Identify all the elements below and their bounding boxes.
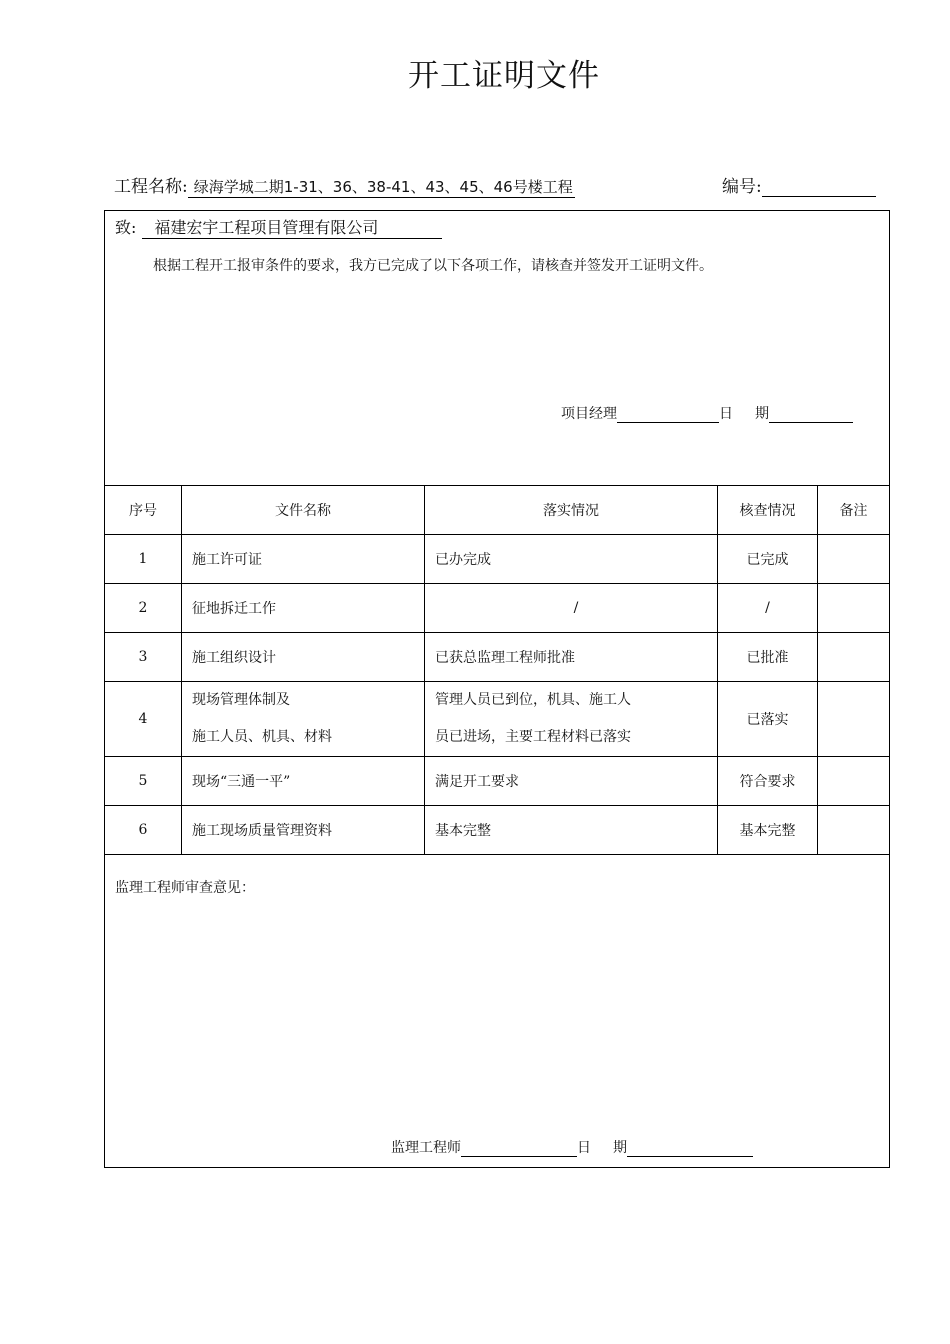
project-line [114,172,575,197]
manager-date-label-1: 日 [719,406,733,422]
manager-date-label-2: 期 [755,406,769,422]
row-note [818,584,890,633]
row-name: 施工许可证 [182,535,425,584]
project-name: 绿海学城二期1-31、36、38-41、43、45、46号楼工程 [188,178,575,198]
row-impl: 基本完整 [425,806,718,855]
row-no: 4 [105,682,182,757]
recipient-company: 福建宏宇工程项目管理有限公司 [142,215,442,239]
row-impl: 已办完成 [425,535,718,584]
row-name: 现场“三通一平” [182,757,425,806]
form-frame [104,210,890,1168]
header-check: 核查情况 [718,486,818,535]
row-impl: 满足开工要求 [425,757,718,806]
header-note: 备注 [818,486,890,535]
serial-label: 编号: [722,177,762,197]
engineer-date-blank [627,1142,753,1157]
row-note [818,535,890,584]
row-check: / [718,584,818,633]
header-no: 序号 [105,486,182,535]
engineer-date-label-2: 期 [613,1140,627,1156]
row-name-line-2: 施工人员、机具、材料 [192,729,332,745]
row-note [818,633,890,682]
row-no: 6 [105,806,182,855]
row-check: 基本完整 [718,806,818,855]
items-table [104,485,890,855]
serial-number [722,172,876,197]
row-no: 1 [105,535,182,584]
table-row [105,757,890,806]
request-text: 根据工程开工报审条件的要求，我方已完成了以下各项工作，请核查并签发开工证明文件。 [153,258,713,274]
table-row [105,806,890,855]
row-impl: 已获总监理工程师批准 [425,633,718,682]
row-name: 征地拆迁工作 [182,584,425,633]
row-no: 2 [105,584,182,633]
table-row [105,633,890,682]
engineer-signature-line [391,1137,753,1157]
engineer-date-label-1: 日 [577,1140,591,1156]
manager-signature-line [561,403,853,423]
row-impl [425,682,718,757]
recipient-line [115,215,442,239]
row-note [818,682,890,757]
row-name: 施工现场质量管理资料 [182,806,425,855]
row-note [818,806,890,855]
table-row [105,682,890,757]
header-name: 文件名称 [182,486,425,535]
row-check: 已批准 [718,633,818,682]
serial-blank [762,178,876,197]
opinion-label: 监理工程师审查意见： [115,880,255,896]
manager-blank [617,408,719,423]
manager-date-blank [769,408,853,423]
table-row [105,535,890,584]
row-impl-line-2: 员已进场，主要工程材料已落实 [435,729,631,745]
row-impl: / [425,584,718,633]
row-check: 符合要求 [718,757,818,806]
recipient-label: 致: [115,218,137,237]
engineer-label: 监理工程师 [391,1140,461,1156]
project-label: 工程名称: [114,177,188,197]
row-check: 已落实 [718,682,818,757]
row-no: 5 [105,757,182,806]
document-title: 开工证明文件 [408,58,600,94]
row-name [182,682,425,757]
row-name: 施工组织设计 [182,633,425,682]
manager-label: 项目经理 [561,406,617,422]
row-name-line-1: 现场管理体制及 [192,692,290,708]
row-check: 已完成 [718,535,818,584]
row-impl-line-1: 管理人员已到位，机具、施工人 [435,692,631,708]
table-row [105,584,890,633]
row-note [818,757,890,806]
row-no: 3 [105,633,182,682]
header-impl: 落实情况 [425,486,718,535]
engineer-blank [461,1142,577,1157]
table-header-row [105,486,890,535]
